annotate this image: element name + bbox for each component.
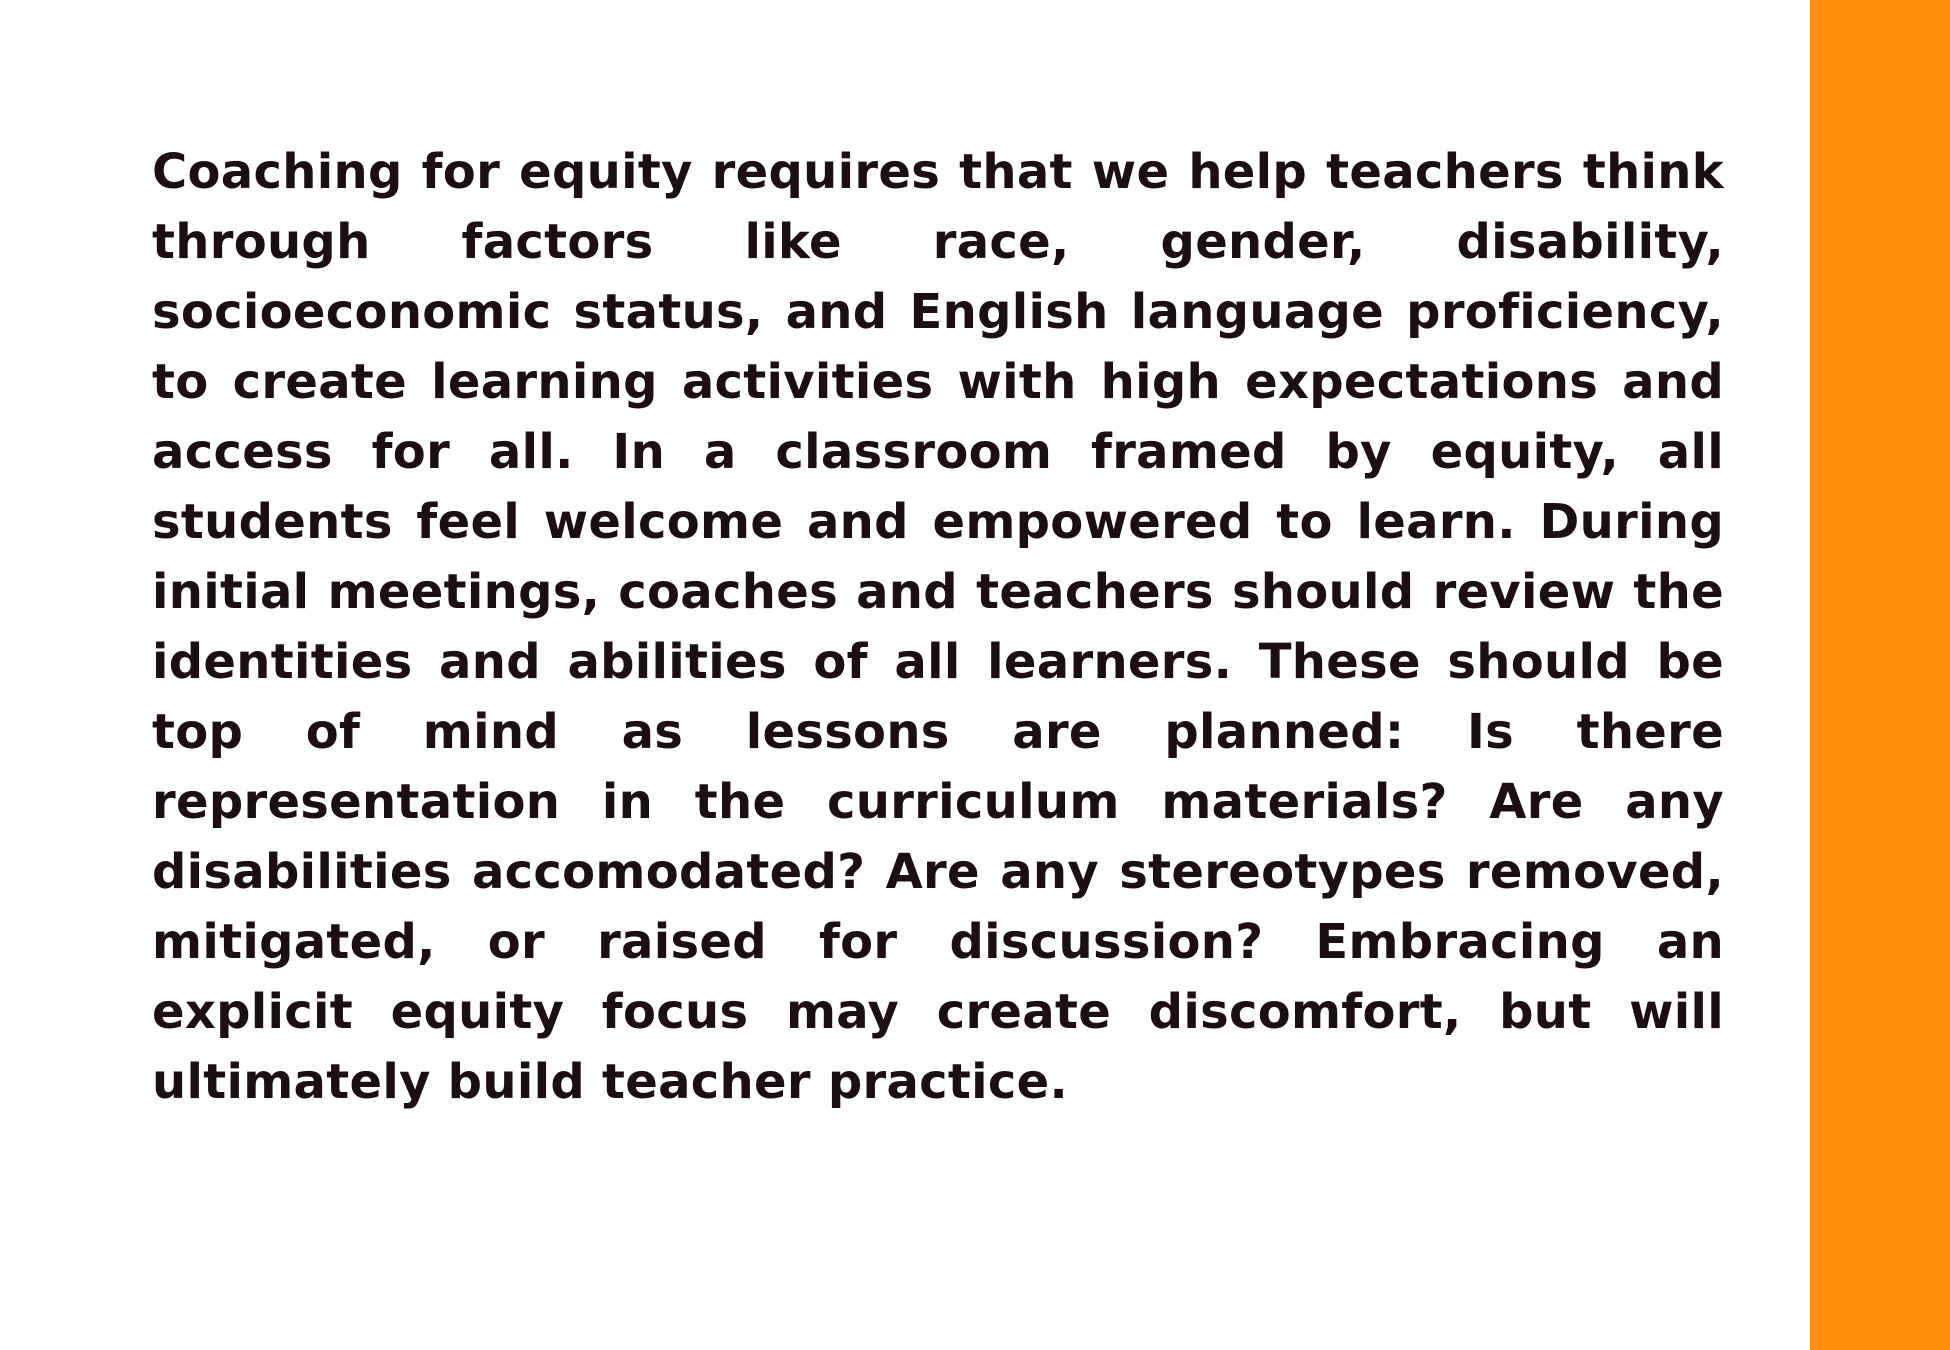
orange-accent-bar xyxy=(1810,0,1950,1350)
body-paragraph: Coaching for equity requires that we help teachers think through factors like race, gender, disability, socioeconomic status, and English language proficiency, to create learning activities with high expectations and access for all. In a classroom framed by equity, all students feel welcome and empowered to learn. During initial meetings, coaches and teachers should review the identities and abilities of all learners. These should be top of mind as lessons are planned: Is there representation in the curriculum materials? Are any disabilities accomodated? Are any stereotypes removed, mitigated, or raised for discussion? Embracing an explicit equity focus may create discomfort, but will ultimately build teacher practice. xyxy=(152,144,1724,1110)
